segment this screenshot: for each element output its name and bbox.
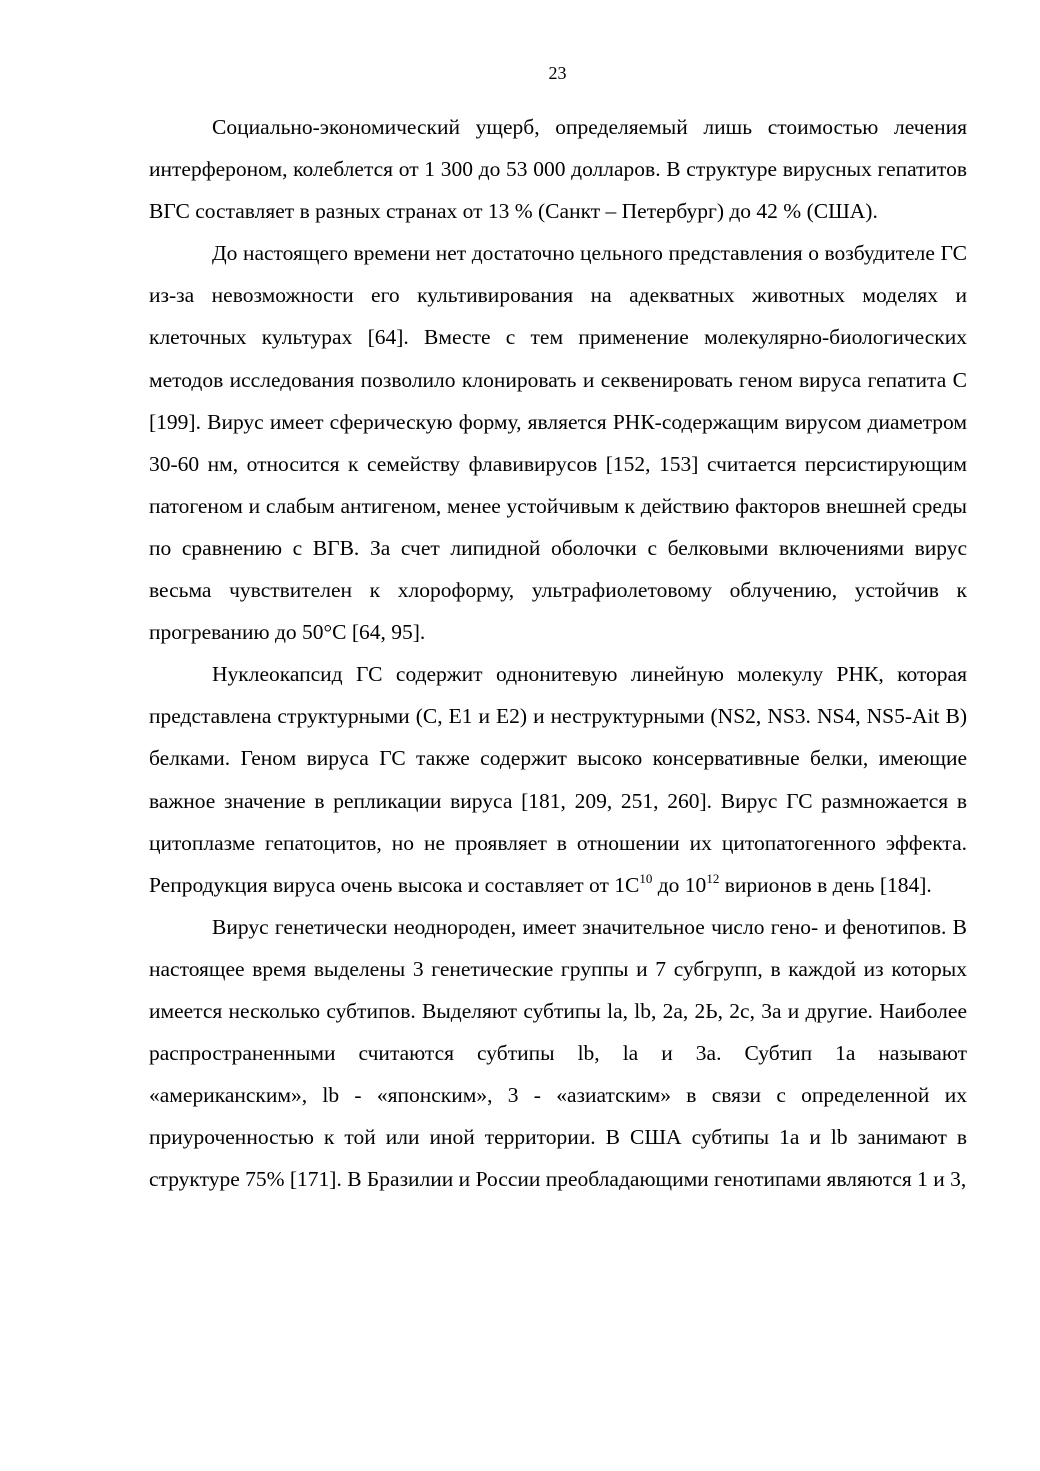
nucleocapsid-text-middle: до 10	[652, 872, 707, 897]
page-number: 23	[548, 63, 567, 83]
nucleocapsid-text-end: вирионов в день [184].	[719, 872, 932, 897]
nucleocapsid-text: Нуклеокапсид ГС содержит однонитевую линейную молекулу РНК, которая представлена структурными (С, Е1 и Е2) и неструктурными (NS2, NS3. NS4, NS5-Ait В) белками. Геном вируса ГС также содержит высоко консервативные белки, имеющие важное значение в репликации вируса [181, 209, 251, 260]. Вирус ГС размножается в цитоплазме гепатоцитов, но не проявляет в отношении их цитопатогенного эффекта. Репродукция вируса очень высока и составляет от 1С	[149, 662, 967, 897]
exponent-10: 10	[639, 870, 653, 886]
body-text	[149, 106, 967, 1200]
paragraph-nucleocapsid	[149, 653, 967, 906]
paragraph-pathogen-description: До настоящего времени нет достаточно цельного представления о возбудителе ГС из-за невозможности его культивирования на адекватных животных моделях и клеточных культурах [64]. Вместе с тем применение молекулярно-биологических методов исследования позволило клонировать и секвенировать геном вируса гепатита С [199]. Вирус имеет сферическую форму, является РНК-содержащим вирусом диаметром 30-60 нм, относится к семейству флавивирусов [152, 153] считается персистирующим патогеном и слабым антигеном, менее устойчивым к действию факторов внешней среды по сравнению с ВГВ. За счет липидной оболочки с белковыми включениями вирус весьма чувствителен к хлороформу, ультрафиолетовому облучению, устойчив к прогреванию до 50°С [64, 95].	[149, 241, 967, 645]
paragraph-genotypes: Вирус генетически неоднороден, имеет значительное число гено- и фенотипов. В настоящее время выделены 3 генетические группы и 7 субгрупп, в каждой из которых имеется несколько субтипов. Выделяют субтипы la, lb, 2a, 2Ь, 2с, 3а и другие. Наиболее распространенными считаются субтипы lb, la и 3а. Субтип 1а называют «американским», lb - «японским», 3 - «азиатским» в связи с определенной их приуроченностью к той или иной территории. В США субтипы 1а и lb занимают в структуре 75% [171]. В Бразилии и России преобладающими генотипами являются 1 и 3,	[149, 914, 967, 1192]
exponent-12: 12	[706, 870, 720, 886]
paragraph-economic-damage: Социально-экономический ущерб, определяемый лишь стоимостью лечения интерфероном, колеблется от 1 300 до 53 000 долларов. В структуре вирусных гепатитов ВГС составляет в разных странах от 13 % (Санкт – Петербург) до 42 % (США).	[149, 115, 967, 224]
